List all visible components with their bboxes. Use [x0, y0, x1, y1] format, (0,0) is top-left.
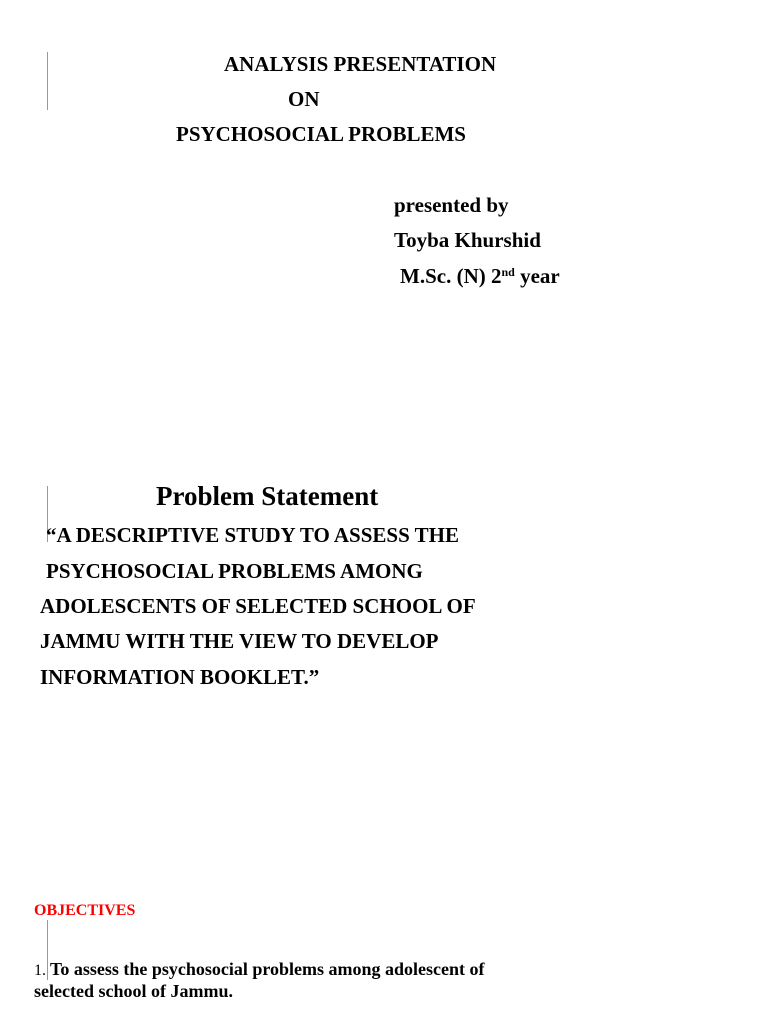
- statement-line: INFORMATION BOOKLET.”: [40, 665, 320, 689]
- presented-by-label: presented by: [394, 193, 509, 217]
- objective-text-line-2: selected school of Jammu.: [34, 981, 233, 1001]
- statement-line: “A DESCRIPTIVE STUDY TO ASSESS THE: [46, 523, 459, 547]
- text-cursor-bar: [47, 52, 48, 110]
- degree-prefix: M.Sc. (N) 2: [400, 264, 502, 288]
- objective-item: [34, 959, 485, 980]
- objectives-label: OBJECTIVES: [34, 902, 136, 919]
- problem-statement-heading: Problem Statement: [156, 481, 379, 511]
- title-line-2: ON: [288, 87, 320, 111]
- title-line-1: ANALYSIS PRESENTATION: [224, 52, 497, 76]
- title-line-3: PSYCHOSOCIAL PROBLEMS: [176, 122, 466, 146]
- presenter-degree: [400, 264, 560, 289]
- objective-number: 1.: [34, 962, 46, 979]
- degree-superscript: nd: [501, 265, 515, 279]
- statement-line: ADOLESCENTS OF SELECTED SCHOOL OF: [40, 594, 476, 618]
- degree-suffix: year: [514, 264, 560, 288]
- objective-text-line-1: To assess the psychosocial problems among adolescent of: [50, 959, 485, 979]
- statement-line: JAMMU WITH THE VIEW TO DEVELOP: [40, 629, 439, 653]
- presenter-name: Toyba Khurshid: [394, 228, 541, 252]
- statement-line: PSYCHOSOCIAL PROBLEMS AMONG: [46, 559, 423, 583]
